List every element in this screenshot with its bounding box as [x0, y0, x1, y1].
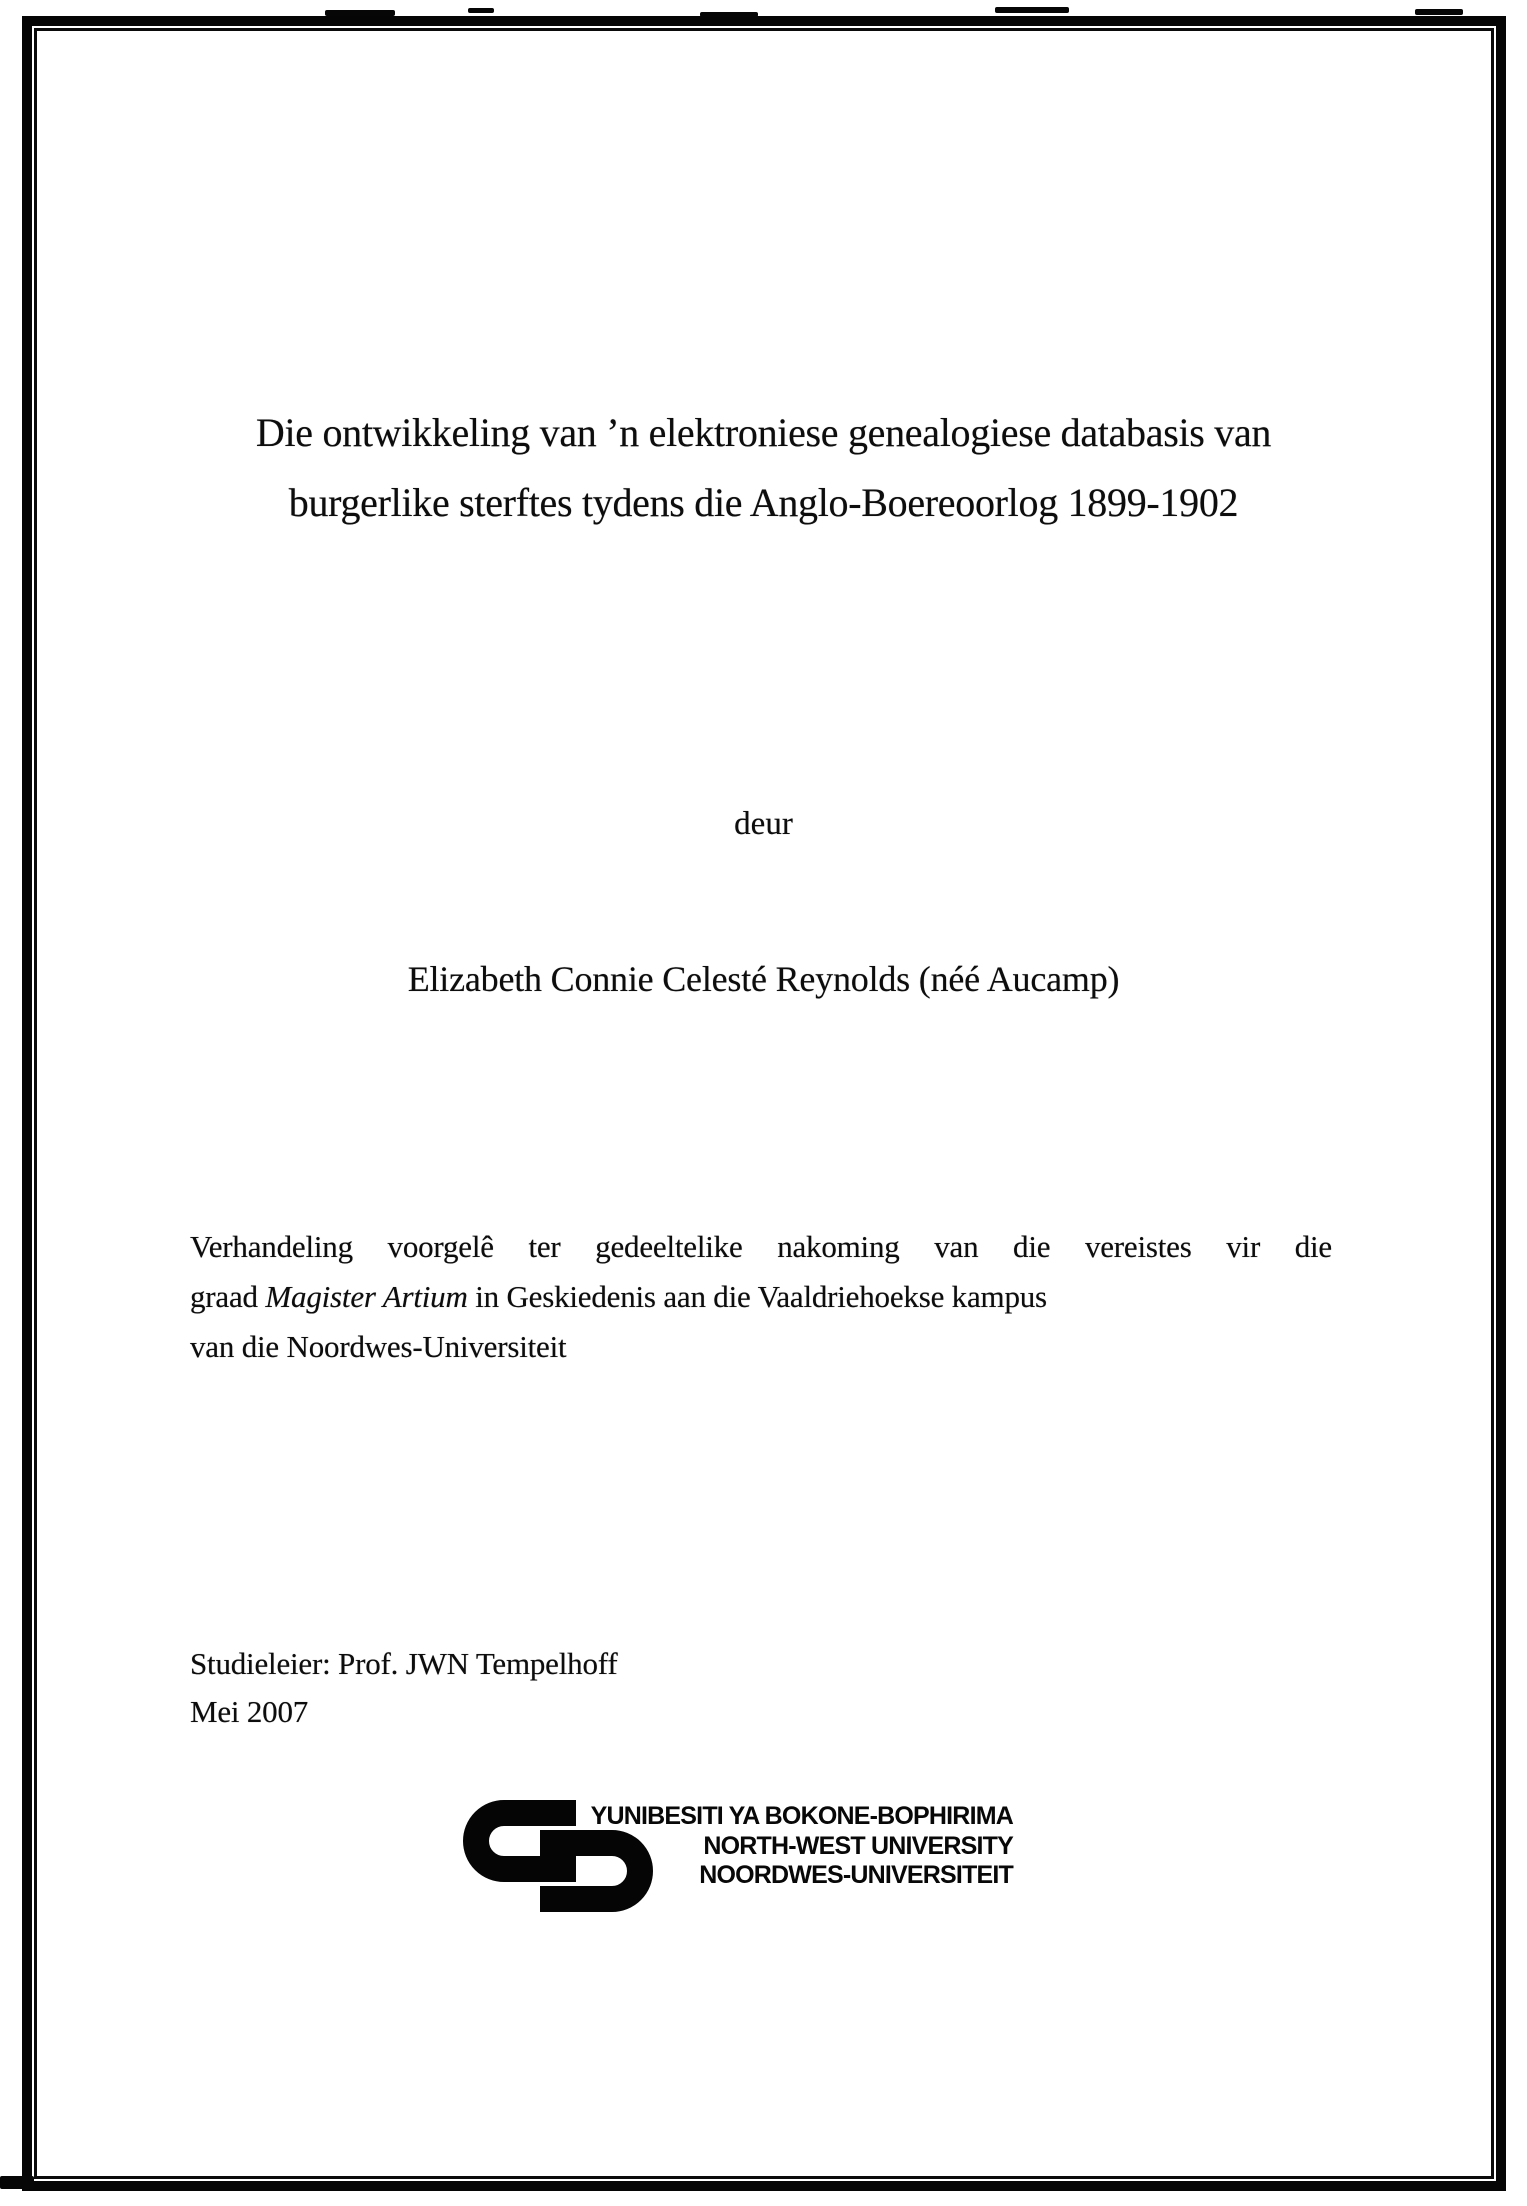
scan-artifact	[468, 8, 494, 13]
supervisor-line: Studieleier: Prof. JWN Tempelhoff	[190, 1646, 618, 1681]
nwu-logo-line-setswana: YUNIBESITI YA BOKONE-BOPHIRIMA	[590, 1802, 1013, 1830]
byline-deur: deur	[734, 806, 793, 842]
degree-line2-pre: graad	[190, 1279, 266, 1314]
scan-artifact	[995, 7, 1069, 13]
degree-statement-line3: van die Noordwes-Universiteit	[190, 1329, 567, 1364]
scan-artifact	[0, 2176, 34, 2189]
nwu-logo-line-afrikaans: NOORDWES-UNIVERSITEIT	[699, 1861, 1013, 1889]
degree-statement-line2	[190, 1272, 1332, 1322]
thesis-title	[110, 398, 1417, 538]
degree-statement-line1: Verhandeling voorgelê ter gedeeltelike nakoming van die vereistes vir die	[190, 1229, 1332, 1264]
degree-name-latin: Magister Artium	[265, 1279, 468, 1314]
nwu-logo-line-english: NORTH-WEST UNIVERSITY	[703, 1831, 1013, 1860]
scan-artifact	[325, 10, 395, 16]
scan-artifact	[1415, 9, 1463, 15]
date-line: Mei 2007	[190, 1694, 309, 1729]
degree-statement	[190, 1222, 1332, 1372]
nwu-logo-text	[591, 1802, 1013, 1891]
thesis-title-line2: burgerlike sterftes tydens die Anglo-Boereoorlog 1899-1902	[288, 480, 1239, 525]
author-name: Elizabeth Connie Celesté Reynolds (néé Aucamp)	[407, 959, 1120, 999]
supervisor-block	[190, 1640, 617, 1736]
scan-artifact	[700, 12, 758, 17]
degree-line2-post: in Geskiedenis aan die Vaaldriehoekse kampus	[467, 1279, 1047, 1314]
thesis-title-line1: Die ontwikkeling van ’n elektroniese genealogiese databasis van	[255, 410, 1272, 455]
